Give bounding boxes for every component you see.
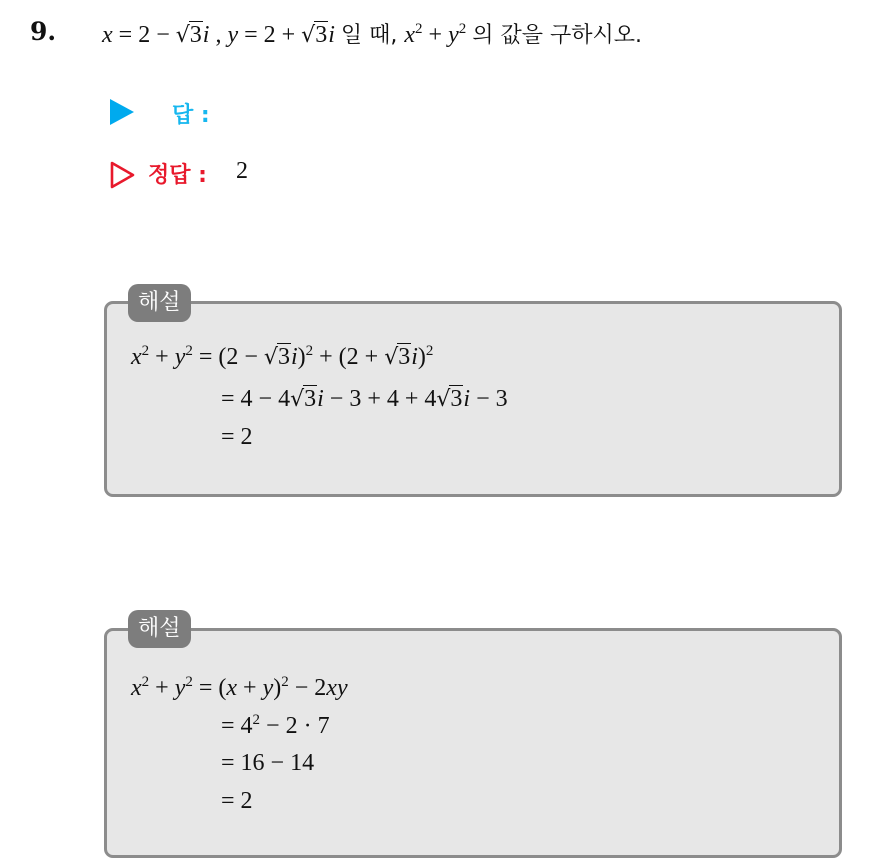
answer-label: 답 : <box>172 103 210 128</box>
correct-triangle-outline-icon <box>110 161 136 189</box>
solution-box-2 <box>104 628 842 858</box>
solution-1-line-1: $x^2 + y^2 = (2 - √3i)^2 + (2 + √3i)^2$ <box>131 343 434 370</box>
solution-tag-2: 해설 <box>128 610 191 648</box>
solution-2-line-3: = 16 − 14 <box>221 750 315 776</box>
solution-2-line-2: = $4^2 - 2 \cdot 7$ <box>221 712 330 739</box>
correct-answer-label: 정답 : <box>148 163 207 188</box>
solution-1-line-2: = 4 − 4√3i − 3 + 4 + 4√3i − 3 <box>221 386 508 412</box>
correct-answer-value: 2 <box>236 158 248 184</box>
solution-tag-1: 해설 <box>128 284 191 322</box>
solution-box-1 <box>104 301 842 497</box>
problem-stem: x = 2 − √3i , y = 2 + √3i 일 때, $x^2 + y^2$ 의 값을 구하시오. <box>102 21 642 48</box>
problem-number: 9. <box>30 17 57 46</box>
answer-triangle-icon <box>110 99 134 125</box>
solution-1-line-3: = 2 <box>221 424 253 450</box>
solution-2-line-1: $x^2 + y^2 = (x + y)^2 - 2xy$ <box>131 674 348 701</box>
solution-2-line-4: = 2 <box>221 788 253 814</box>
